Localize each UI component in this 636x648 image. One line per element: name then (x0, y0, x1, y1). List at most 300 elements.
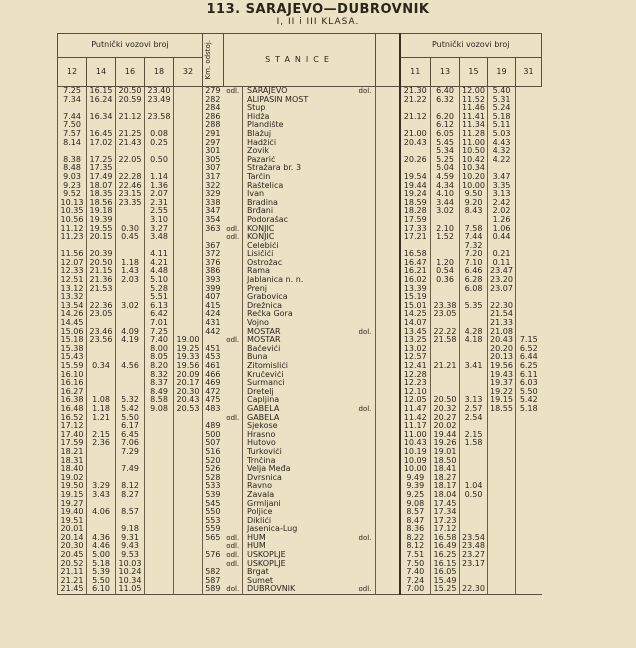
time-cell-left: 19.40 (58, 508, 87, 517)
time-cell-right: 20.27 (431, 414, 460, 423)
km-cell: 286 (203, 113, 224, 122)
time-cell-left: 7.49 (116, 465, 145, 474)
time-cell-left (174, 585, 203, 594)
time-cell-right: 11.41 (460, 113, 488, 122)
time-cell-right: 19.44 (400, 182, 431, 191)
time-cell-left (87, 465, 116, 474)
spacer-cell (376, 302, 400, 311)
table-row (58, 250, 542, 259)
time-cell-left (145, 525, 174, 534)
time-cell-right: 21.33 (488, 319, 516, 328)
time-cell-right (488, 164, 516, 173)
time-cell-right (460, 525, 488, 534)
km-cell: 354 (203, 216, 224, 225)
km-cell: 451 (203, 345, 224, 354)
table-row (58, 405, 542, 414)
time-cell-right (516, 225, 542, 234)
table-row (58, 379, 542, 388)
time-cell-right: 4.10 (431, 190, 460, 199)
departure-marker (358, 525, 376, 534)
time-cell-left (174, 190, 203, 199)
time-cell-left: 18.31 (58, 457, 87, 466)
time-cell-right (516, 242, 542, 251)
time-cell-left: 19.39 (87, 216, 116, 225)
table-row (58, 414, 542, 423)
time-cell-left (87, 293, 116, 302)
station-name: Rečka Gora (243, 310, 358, 319)
time-cell-right: 4.18 (460, 336, 488, 345)
time-cell-right: 9.08 (400, 500, 431, 509)
time-cell-left: 23.58 (145, 113, 174, 122)
arrival-marker (224, 319, 243, 328)
time-cell-left: 21.45 (58, 585, 87, 594)
time-cell-right: 14.07 (400, 319, 431, 328)
arrival-marker (224, 156, 243, 165)
time-cell-right: 7.32 (460, 242, 488, 251)
time-cell-left: 20.15 (87, 233, 116, 242)
departure-marker (358, 396, 376, 405)
km-cell: 338 (203, 199, 224, 208)
spacer-cell (376, 250, 400, 259)
table-row (58, 353, 542, 362)
spacer-cell (376, 96, 400, 105)
arrival-marker (224, 207, 243, 216)
time-cell-left: 16.10 (58, 371, 87, 380)
time-cell-right: 12.28 (400, 371, 431, 380)
time-cell-left: 11.12 (58, 225, 87, 234)
time-cell-left: 13.54 (58, 302, 87, 311)
time-cell-left (174, 139, 203, 148)
time-cell-right (516, 474, 542, 483)
table-row (58, 156, 542, 165)
spacer-cell (376, 457, 400, 466)
table-row (58, 302, 542, 311)
table-row (58, 225, 542, 234)
arrival-marker (224, 388, 243, 397)
km-cell: 533 (203, 482, 224, 491)
km-cell: 317 (203, 173, 224, 182)
time-cell-left (174, 560, 203, 569)
time-cell-left (174, 465, 203, 474)
departure-marker (358, 156, 376, 165)
spacer-cell (376, 104, 400, 113)
departure-marker (358, 482, 376, 491)
timetable-title: 113. SARAJEVO—DUBROVNIK (206, 2, 430, 17)
spacer-cell (376, 362, 400, 371)
time-cell-left (87, 500, 116, 509)
time-cell-left (174, 233, 203, 242)
time-cell-right: 19.24 (400, 190, 431, 199)
time-cell-left: 19.55 (87, 225, 116, 234)
time-cell-right (431, 104, 460, 113)
time-cell-left: 6.13 (145, 302, 174, 311)
time-cell-right: 4.28 (460, 328, 488, 337)
time-cell-right: 19.01 (431, 448, 460, 457)
time-cell-right: 17.12 (431, 525, 460, 534)
time-cell-right: 10.09 (400, 457, 431, 466)
time-cell-left: 18.40 (58, 465, 87, 474)
departure-marker (358, 568, 376, 577)
departure-marker (358, 336, 376, 345)
time-cell-left (58, 147, 87, 156)
time-cell-right: 6.44 (516, 353, 542, 362)
time-cell-right: 8.22 (400, 534, 431, 543)
time-cell-left (145, 147, 174, 156)
km-cell: 587 (203, 577, 224, 586)
time-cell-left: 7.01 (145, 319, 174, 328)
time-cell-left (174, 173, 203, 182)
time-cell-left: 5.50 (116, 414, 145, 423)
station-name: Buna (243, 353, 358, 362)
km-cell: 376 (203, 259, 224, 268)
time-cell-right: 19.22 (488, 388, 516, 397)
time-cell-right: 6.12 (431, 121, 460, 130)
time-cell-right: 5.45 (431, 139, 460, 148)
time-cell-right: 11.52 (460, 96, 488, 105)
time-cell-right (460, 345, 488, 354)
departure-marker: dol. (358, 327, 372, 336)
time-cell-left: 20.50 (116, 87, 145, 96)
time-cell-left: 9.43 (116, 542, 145, 551)
time-cell-right (516, 457, 542, 466)
departure-marker (358, 199, 376, 208)
time-cell-left: 17.59 (58, 439, 87, 448)
spacer-cell (376, 199, 400, 208)
time-cell-right: 10.19 (400, 448, 431, 457)
time-cell-left (116, 285, 145, 294)
table-row (58, 139, 542, 148)
time-cell-left: 5.51 (145, 293, 174, 302)
arrival-marker (224, 517, 243, 526)
time-cell-left (116, 147, 145, 156)
spacer-cell (376, 422, 400, 431)
time-cell-right (516, 551, 542, 560)
table-row (58, 508, 542, 517)
time-cell-left: 20.45 (58, 551, 87, 560)
time-cell-left: 18.56 (87, 199, 116, 208)
time-cell-right (460, 465, 488, 474)
station-name: Ostrožac (243, 259, 358, 268)
time-cell-left (174, 542, 203, 551)
time-cell-right: 21.30 (400, 87, 431, 96)
table-row (58, 431, 542, 440)
arrival-marker (224, 302, 243, 311)
arrival-marker (224, 500, 243, 509)
time-cell-left (174, 508, 203, 517)
time-cell-right: 19.43 (488, 371, 516, 380)
arrival-marker (224, 276, 243, 285)
time-cell-right: 5.40 (488, 87, 516, 96)
time-cell-left: 9.03 (58, 173, 87, 182)
time-cell-right: 22.30 (460, 585, 488, 594)
time-cell-right (516, 250, 542, 259)
time-cell-left (145, 164, 174, 173)
station-name: Hutovo (243, 439, 358, 448)
table-row (58, 113, 542, 122)
departure-marker (358, 542, 376, 551)
table-row (58, 577, 542, 586)
time-cell-left (145, 414, 174, 423)
km-cell: 407 (203, 293, 224, 302)
time-cell-left: 19.51 (58, 517, 87, 526)
arrival-marker (224, 379, 243, 388)
table-row (58, 216, 542, 225)
spacer-cell (376, 577, 400, 586)
time-cell-right: 4.59 (431, 173, 460, 182)
spacer-cell (376, 465, 400, 474)
time-cell-left: 21.12 (116, 113, 145, 122)
time-cell-right: 22.22 (431, 328, 460, 337)
time-cell-left: 16.27 (58, 388, 87, 397)
station-name: HUM (243, 542, 358, 551)
time-cell-right: 7.51 (400, 551, 431, 560)
station-name: Trnčina (243, 457, 358, 466)
time-cell-right: 14.25 (400, 310, 431, 319)
time-cell-right (400, 242, 431, 251)
time-cell-left (87, 388, 116, 397)
station-name: Čelebići (243, 242, 358, 251)
time-cell-left: 17.25 (87, 156, 116, 165)
time-cell-right: 2.42 (488, 199, 516, 208)
time-cell-right: 6.32 (431, 96, 460, 105)
station-name: KONJIC (243, 225, 358, 234)
arrival-marker (224, 328, 243, 337)
arrival-marker (224, 465, 243, 474)
time-cell-left: 17.12 (58, 422, 87, 431)
time-cell-right: 16.02 (400, 276, 431, 285)
time-cell-right: 8.57 (400, 508, 431, 517)
time-cell-left (87, 422, 116, 431)
time-cell-right: 11.17 (400, 422, 431, 431)
time-cell-right (460, 517, 488, 526)
km-cell (203, 414, 224, 423)
time-cell-left (145, 542, 174, 551)
table-row (58, 147, 542, 156)
time-cell-right (516, 500, 542, 509)
time-cell-left: 7.44 (58, 113, 87, 122)
departure-marker (358, 242, 376, 251)
departure-marker (358, 130, 376, 139)
time-cell-left: 21.36 (87, 276, 116, 285)
arrival-marker (224, 104, 243, 113)
spacer-cell (376, 482, 400, 491)
time-cell-right: 7.24 (400, 577, 431, 586)
time-cell-right: 15.49 (431, 577, 460, 586)
time-cell-right: 20.26 (400, 156, 431, 165)
spacer-cell (376, 345, 400, 354)
time-cell-right: 19.37 (488, 379, 516, 388)
arrival-marker (224, 396, 243, 405)
station-name: Dretelj (243, 388, 358, 397)
time-cell-right (488, 439, 516, 448)
time-cell-right: 7.44 (460, 233, 488, 242)
time-cell-right: 9.20 (460, 199, 488, 208)
time-cell-left (145, 568, 174, 577)
time-cell-left (58, 242, 87, 251)
time-cell-right: 23.54 (460, 534, 488, 543)
time-cell-right (516, 233, 542, 242)
time-cell-right (516, 182, 542, 191)
time-cell-right: 15.19 (400, 293, 431, 302)
spacer-cell (376, 276, 400, 285)
time-cell-right (400, 104, 431, 113)
km-cell: 442 (203, 328, 224, 337)
spacer-cell (376, 121, 400, 130)
time-cell-left (145, 465, 174, 474)
km-cell: 453 (203, 353, 224, 362)
time-cell-left: 10.35 (58, 207, 87, 216)
time-cell-right: 15.25 (431, 585, 460, 594)
time-cell-left: 4.11 (145, 250, 174, 259)
departure-marker (358, 147, 376, 156)
time-cell-right: 21.00 (400, 130, 431, 139)
time-cell-right (516, 465, 542, 474)
time-cell-left: 23.56 (87, 336, 116, 345)
arrival-marker (224, 182, 243, 191)
time-cell-left: 16.15 (87, 87, 116, 96)
time-cell-left (174, 568, 203, 577)
time-cell-left: 2.55 (145, 207, 174, 216)
spacer-cell (376, 431, 400, 440)
time-cell-left (87, 448, 116, 457)
departure-marker (358, 267, 376, 276)
time-cell-right (516, 293, 542, 302)
time-cell-right: 19.44 (431, 431, 460, 440)
departure-marker (358, 104, 376, 113)
km-cell: 284 (203, 104, 224, 113)
arrival-marker (224, 216, 243, 225)
time-cell-right (431, 379, 460, 388)
station-name: Rama (243, 267, 358, 276)
time-cell-right: 21.12 (400, 113, 431, 122)
time-cell-right: 6.20 (431, 113, 460, 122)
arrival-marker: dol. (224, 585, 243, 594)
time-cell-right: 5.18 (516, 405, 542, 414)
arrival-marker (224, 508, 243, 517)
time-cell-right (516, 121, 542, 130)
time-cell-left: 23.15 (116, 190, 145, 199)
time-cell-right: 21.58 (431, 336, 460, 345)
time-cell-right: 3.02 (431, 207, 460, 216)
departure-marker (358, 113, 376, 122)
table-row (58, 267, 542, 276)
time-cell-right (488, 422, 516, 431)
time-cell-left (174, 457, 203, 466)
departure-marker (358, 139, 376, 148)
spacer-cell (376, 353, 400, 362)
spacer-cell (376, 319, 400, 328)
table-row (58, 396, 542, 405)
time-cell-right: 13.45 (400, 328, 431, 337)
time-cell-left (174, 164, 203, 173)
departure-marker (358, 259, 376, 268)
departure-marker (358, 379, 376, 388)
time-cell-left: 2.07 (145, 190, 174, 199)
time-cell-right: 18.04 (431, 491, 460, 500)
time-cell-right: 20.50 (431, 396, 460, 405)
station-name: Dvrsnica (243, 474, 358, 483)
time-cell-left (116, 250, 145, 259)
time-cell-left (174, 242, 203, 251)
time-cell-right: 13.39 (400, 285, 431, 294)
time-cell-left (174, 577, 203, 586)
time-cell-right (400, 121, 431, 130)
time-cell-left: 7.25 (58, 87, 87, 96)
departure-marker (358, 388, 376, 397)
time-cell-left: 21.43 (116, 139, 145, 148)
time-cell-right: 6.46 (460, 267, 488, 276)
km-cell: 322 (203, 182, 224, 191)
departure-marker (358, 216, 376, 225)
time-cell-left: 4.48 (145, 267, 174, 276)
time-cell-left: 19.56 (174, 362, 203, 371)
time-cell-right: 19.26 (431, 439, 460, 448)
time-cell-left: 3.48 (145, 233, 174, 242)
table-row (58, 422, 542, 431)
departure-marker (358, 173, 376, 182)
time-cell-left (116, 371, 145, 380)
station-name: Hrasno (243, 431, 358, 440)
time-cell-left (87, 104, 116, 113)
time-cell-left (145, 121, 174, 130)
arrival-marker (224, 457, 243, 466)
departure-marker (358, 422, 376, 431)
km-cell: 582 (203, 568, 224, 577)
spacer-cell (376, 139, 400, 148)
time-cell-right (516, 130, 542, 139)
arrival-marker: odl. (226, 551, 240, 560)
time-cell-right: 16.49 (431, 542, 460, 551)
time-cell-left: 16.45 (87, 130, 116, 139)
time-cell-right (460, 388, 488, 397)
arrival-marker (224, 345, 243, 354)
spacer-cell (376, 439, 400, 448)
km-cell (203, 560, 224, 569)
spacer-cell (376, 568, 400, 577)
time-cell-left (174, 199, 203, 208)
spacer-cell (376, 182, 400, 191)
time-cell-right (488, 500, 516, 509)
arrival-marker (224, 439, 243, 448)
station-name: Lisičići (243, 250, 358, 259)
train-number-right: 15 (460, 58, 488, 87)
time-cell-right: 16.58 (400, 250, 431, 259)
departure-marker (358, 431, 376, 440)
time-cell-left: 9.52 (58, 190, 87, 199)
time-cell-right: 5.11 (488, 121, 516, 130)
departure-marker (358, 371, 376, 380)
stations-header: STANICE (224, 34, 376, 87)
km-cell: 301 (203, 147, 224, 156)
arrival-marker (224, 199, 243, 208)
time-cell-right: 20.32 (431, 405, 460, 414)
time-cell-left: 4.36 (87, 534, 116, 543)
table-row (58, 242, 542, 251)
time-cell-right: 17.33 (400, 225, 431, 234)
time-cell-right (488, 577, 516, 586)
time-cell-left: 10.34 (116, 577, 145, 586)
time-cell-left: 9.53 (116, 551, 145, 560)
km-cell: 545 (203, 500, 224, 509)
departure-marker (358, 96, 376, 105)
time-cell-left: 16.48 (58, 405, 87, 414)
time-cell-left: 17.49 (87, 173, 116, 182)
km-cell: 367 (203, 242, 224, 251)
km-cell: 550 (203, 508, 224, 517)
time-cell-right (488, 242, 516, 251)
time-cell-right: 11.28 (460, 130, 488, 139)
time-cell-left (174, 431, 203, 440)
